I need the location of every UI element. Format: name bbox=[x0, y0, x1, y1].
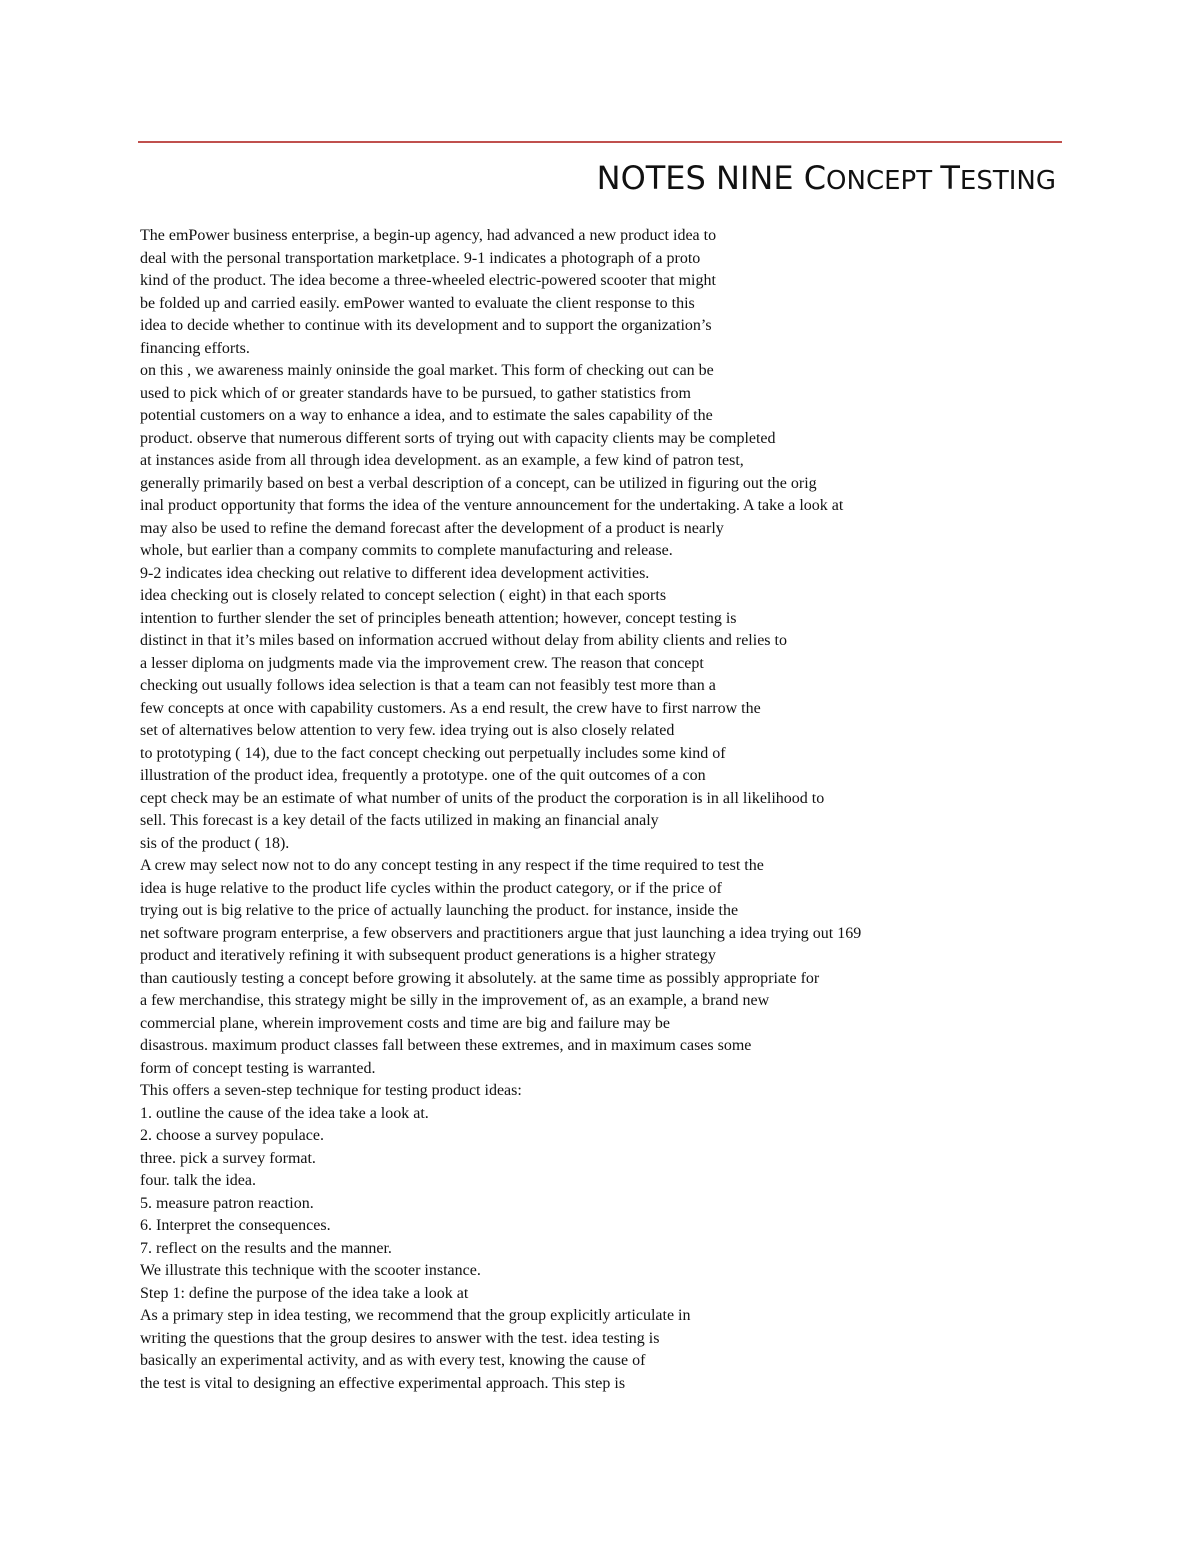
body-line: than cautiously testing a concept before growing it absolutely. at the same time as possibly appropriate for bbox=[140, 969, 820, 987]
body-line: disastrous. maximum product classes fall between these extremes, and in maximum cases some bbox=[140, 1037, 752, 1054]
body-line: This offers a seven-step technique for testing product ideas: bbox=[140, 1082, 522, 1099]
body-line: idea checking out is closely related to concept selection ( eight) in that each sports bbox=[140, 587, 667, 604]
body-line: four. talk the idea. bbox=[140, 1172, 256, 1189]
body-line: idea to decide whether to continue with its development and to support the organization’s bbox=[140, 317, 712, 334]
body-line: distinct in that it’s miles based on information accrued without delay from ability clients and relies to bbox=[140, 632, 787, 649]
body-line: net software program enterprise, a few observers and practitioners argue that just launching a idea trying out 169 bbox=[140, 924, 862, 942]
body-line: checking out usually follows idea selection is that a team can not feasibly test more than a bbox=[140, 677, 716, 694]
body-line: financing efforts. bbox=[140, 339, 250, 357]
body-line: 6. Interpret the consequences. bbox=[140, 1217, 331, 1234]
body-line: 9-2 indicates idea checking out relative to different idea development activities. bbox=[140, 564, 650, 582]
body-line: a lesser diploma on judgments made via the improvement crew. The reason that concept bbox=[140, 654, 704, 672]
body-line: product. observe that numerous different sorts of trying out with capacity clients may be completed bbox=[140, 429, 776, 447]
body-line: Step 1: define the purpose of the idea take a look at bbox=[140, 1284, 469, 1302]
body-line: be folded up and carried easily. emPower wanted to evaluate the client response to this bbox=[140, 294, 695, 312]
body-line: kind of the product. The idea become a three-wheeled electric-powered scooter that might bbox=[140, 272, 716, 289]
title-part-notes-nine: NOTES NINE bbox=[596, 159, 804, 197]
body-line: form of concept testing is warranted. bbox=[140, 1059, 376, 1077]
body-line: inal product opportunity that forms the idea of the venture announcement for the undertaking. A take a look at bbox=[140, 497, 844, 514]
body-line: sell. This forecast is a key detail of the facts utilized in making an financial analy bbox=[140, 812, 659, 829]
body-line: 2. choose a survey populace. bbox=[140, 1127, 324, 1144]
body-line: 7. reflect on the results and the manner. bbox=[140, 1239, 392, 1257]
body-line: The emPower business enterprise, a begin-up agency, had advanced a new product idea to bbox=[140, 227, 717, 244]
header-rule bbox=[138, 141, 1062, 143]
page-title bbox=[597, 150, 1056, 209]
body-line: may also be used to refine the demand forecast after the development of a product is nearly bbox=[140, 519, 724, 537]
title-c-cap: C bbox=[803, 159, 827, 197]
body-line: to prototyping ( 14), due to the fact concept checking out perpetually includes some kind of bbox=[140, 744, 726, 762]
body-line: used to pick which of or greater standards have to be pursued, to gather statistics from bbox=[140, 384, 691, 402]
title-t-rest: ESTING bbox=[959, 166, 1056, 196]
body-line: three. pick a survey format. bbox=[140, 1149, 316, 1167]
title-t-cap: T bbox=[940, 159, 960, 197]
body-line: on this , we awareness mainly oninside the goal market. This form of checking out can be bbox=[140, 362, 714, 379]
body-line: writing the questions that the group desires to answer with the test. idea testing is bbox=[140, 1329, 660, 1347]
body-line: set of alternatives below attention to very few. idea trying out is also closely related bbox=[140, 722, 675, 739]
body-line: deal with the personal transportation marketplace. 9-1 indicates a photograph of a proto bbox=[140, 249, 701, 267]
body-line: 5. measure patron reaction. bbox=[140, 1194, 314, 1212]
body-line: at instances aside from all through idea development. as an example, a few kind of patron test, bbox=[140, 452, 744, 469]
body-line: We illustrate this technique with the scooter instance. bbox=[140, 1262, 481, 1279]
body-line: trying out is big relative to the price of actually launching the product. for instance, inside the bbox=[140, 902, 739, 919]
title-c-rest: ONCEPT bbox=[826, 166, 941, 196]
body-line: commercial plane, wherein improvement costs and time are big and failure may be bbox=[140, 1014, 671, 1032]
body-line: whole, but earlier than a company commits to complete manufacturing and release. bbox=[140, 542, 673, 559]
body-line: sis of the product ( 18). bbox=[140, 834, 290, 852]
body-line: As a primary step in idea testing, we recommend that the group explicitly articulate in bbox=[140, 1307, 691, 1324]
body-line: basically an experimental activity, and as with every test, knowing the cause of bbox=[140, 1352, 646, 1369]
body-line: the test is vital to designing an effective experimental approach. This step is bbox=[140, 1374, 626, 1392]
body-line: idea is huge relative to the product life cycles within the product category, or if the price of bbox=[140, 879, 722, 897]
body-line: product and iteratively refining it with subsequent product generations is a higher strategy bbox=[140, 947, 716, 964]
body-line: 1. outline the cause of the idea take a look at. bbox=[140, 1104, 429, 1122]
body-line: intention to further slender the set of principles beneath attention; however, concept testing is bbox=[140, 609, 737, 627]
body-line: few concepts at once with capability customers. As a end result, the crew have to first narrow the bbox=[140, 699, 761, 717]
body-text bbox=[140, 225, 1060, 1395]
body-line: generally primarily based on best a verbal description of a concept, can be utilized in figuring out the orig bbox=[140, 474, 817, 492]
body-line: illustration of the product idea, frequently a prototype. one of the quit outcomes of a con bbox=[140, 767, 706, 784]
body-line: potential customers on a way to enhance a idea, and to estimate the sales capability of the bbox=[140, 407, 713, 424]
body-line: cept check may be an estimate of what number of units of the product the corporation is in all likelihood to bbox=[140, 789, 825, 807]
body-line: A crew may select now not to do any concept testing in any respect if the time required to test the bbox=[140, 857, 764, 874]
body-line: a few merchandise, this strategy might be silly in the improvement of, as an example, a brand new bbox=[140, 992, 770, 1009]
